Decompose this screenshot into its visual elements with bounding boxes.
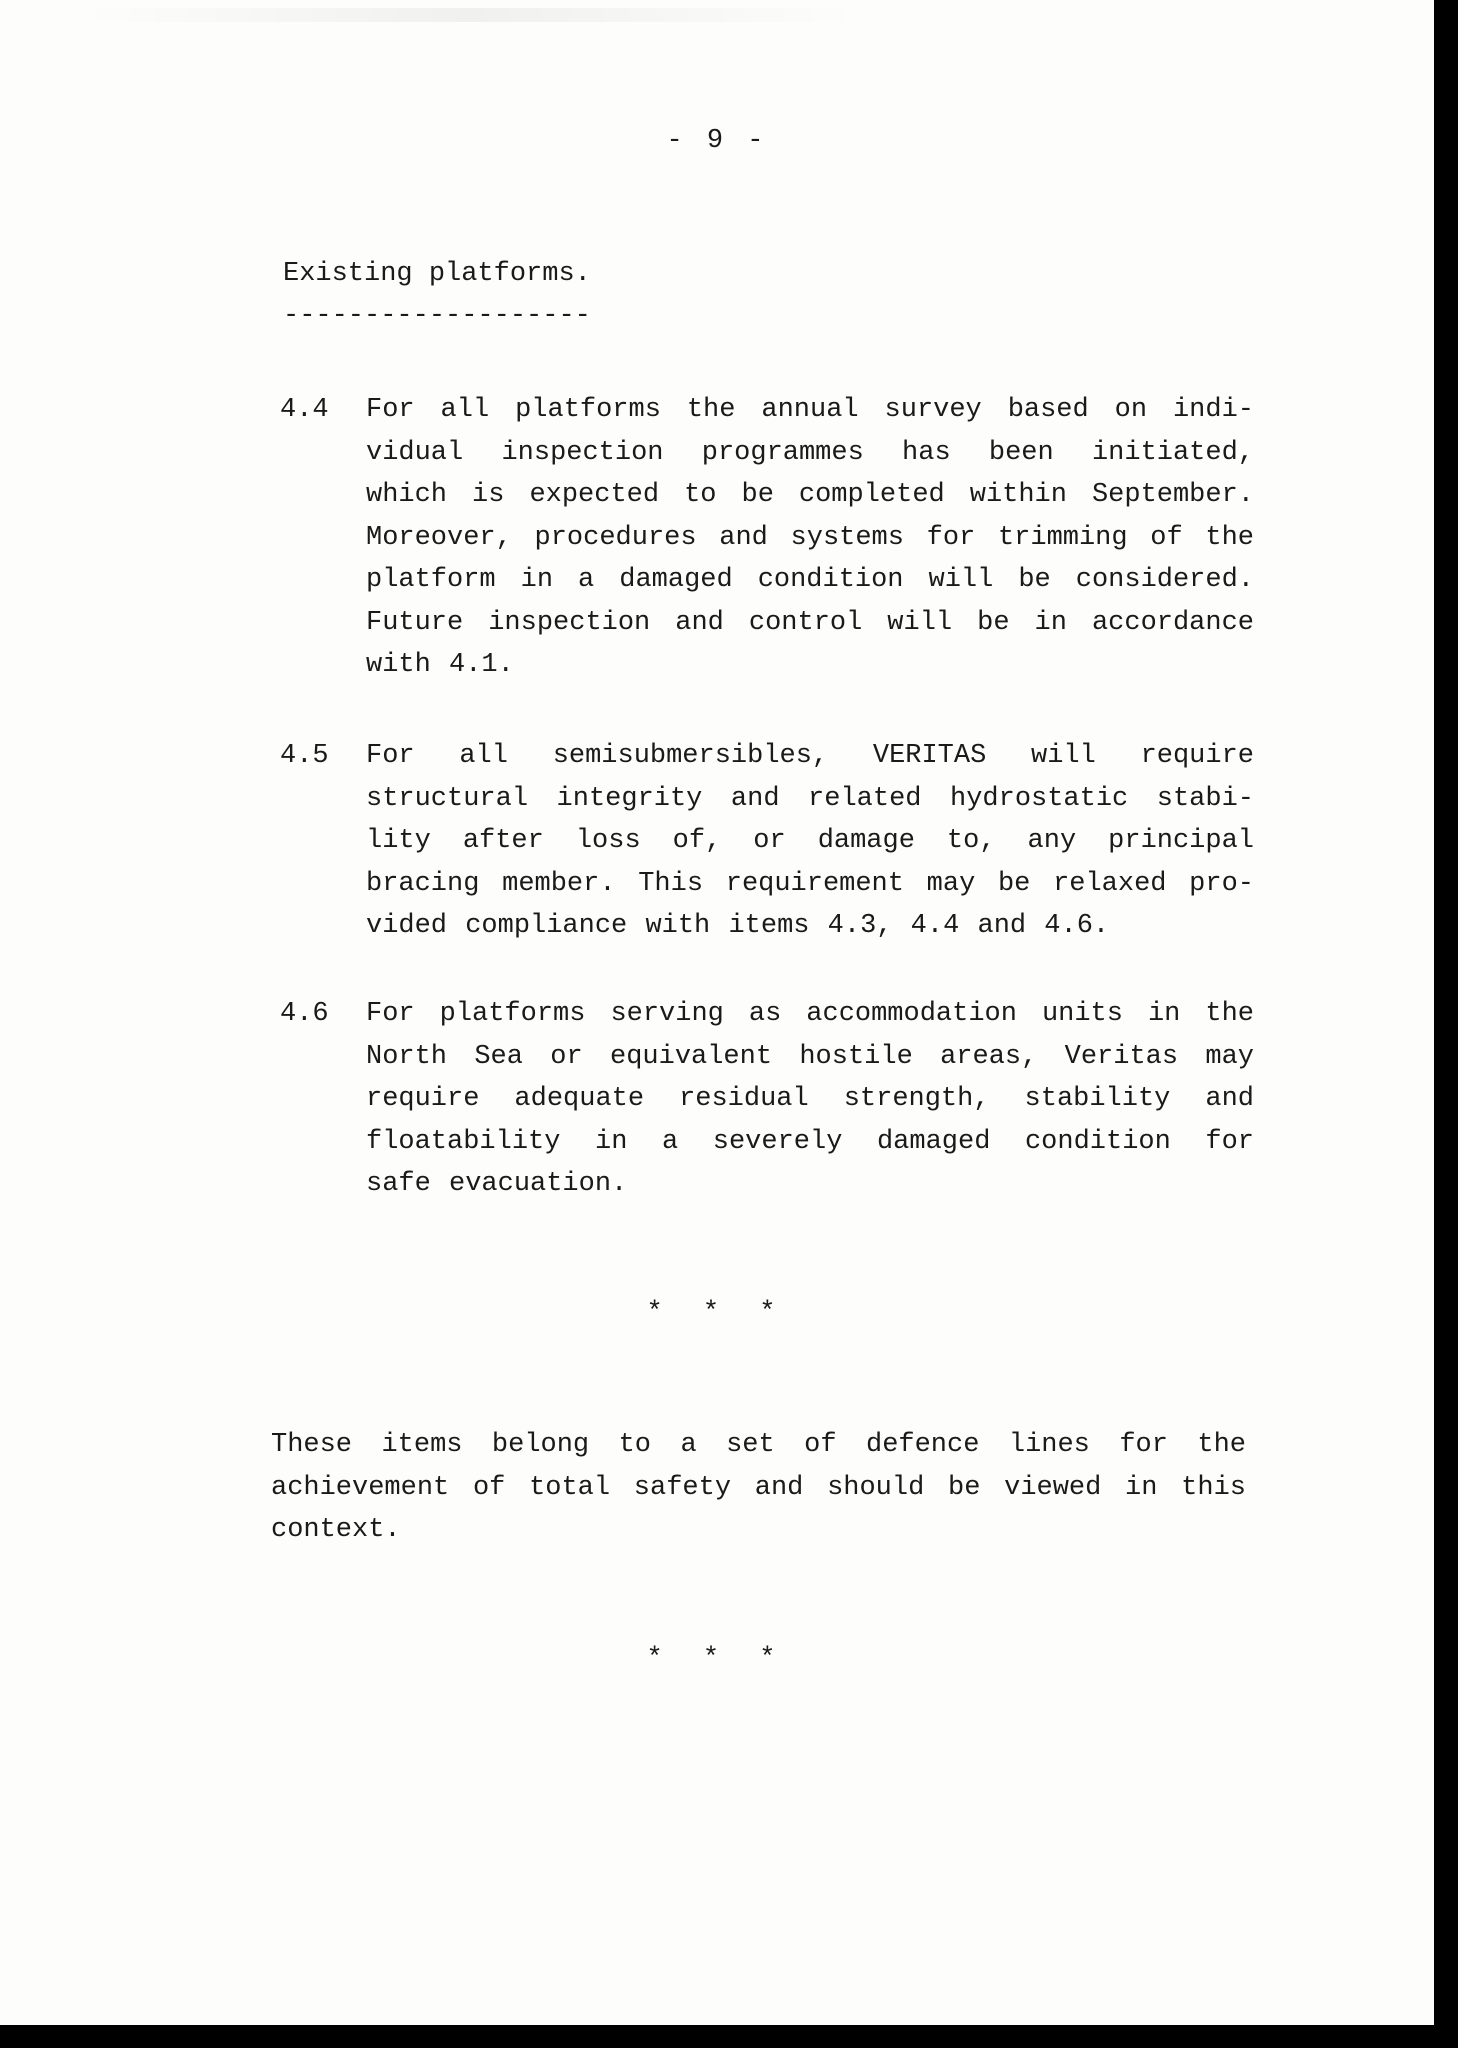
text-line: Moreover, procedures and systems for trimming of the — [366, 522, 1254, 553]
text-line: These items belong to a set of defence lines for the — [271, 1430, 1246, 1460]
text-line: vided compliance with items 4.3, 4.4 and 4.6. — [366, 911, 1110, 941]
text-line: vidual inspection programmes has been initiated, — [366, 437, 1254, 468]
text-line: For all semisubmersibles, VERITAS will require — [366, 741, 1254, 771]
text-line: North Sea or equivalent hostile areas, Veritas may — [366, 1041, 1254, 1072]
text-line: floatability in a severely damaged condition for — [366, 1126, 1254, 1157]
text-line: context. — [271, 1515, 401, 1545]
section-separator: * * * — [646, 1644, 788, 1674]
text-line: Future inspection and control will be in accordance — [366, 607, 1254, 638]
page-number: - 9 - — [666, 126, 768, 156]
item-text — [366, 735, 1254, 948]
text-line: For platforms serving as accommodation units in the — [366, 999, 1254, 1029]
text-line: achievement of total safety and should be viewed in this — [271, 1472, 1246, 1503]
item-text — [366, 389, 1254, 687]
item-number: 4.4 — [280, 395, 329, 425]
item-number: 4.6 — [280, 999, 329, 1029]
text-line: platform in a damaged condition will be considered. — [366, 565, 1254, 595]
text-line: which is expected to be completed within September. — [366, 480, 1254, 510]
section-heading: Existing platforms. — [283, 259, 591, 289]
section-heading-underline: ------------------- — [283, 301, 591, 331]
text-line: For all platforms the annual survey based on indi- — [366, 395, 1254, 425]
section-separator: * * * — [646, 1298, 788, 1328]
text-line: structural integrity and related hydrostatic stabi- — [366, 783, 1254, 814]
text-line: with 4.1. — [366, 650, 514, 680]
text-line: bracing member. This requirement may be relaxed pro- — [366, 868, 1254, 899]
text-line: lity after loss of, or damage to, any principal — [366, 826, 1254, 856]
text-line: safe evacuation. — [366, 1169, 628, 1199]
scan-artifact — [80, 8, 860, 22]
text-line: require adequate residual strength, stability and — [366, 1084, 1254, 1114]
item-text — [366, 993, 1254, 1206]
item-number: 4.5 — [280, 741, 329, 771]
closing-paragraph — [271, 1424, 1246, 1552]
